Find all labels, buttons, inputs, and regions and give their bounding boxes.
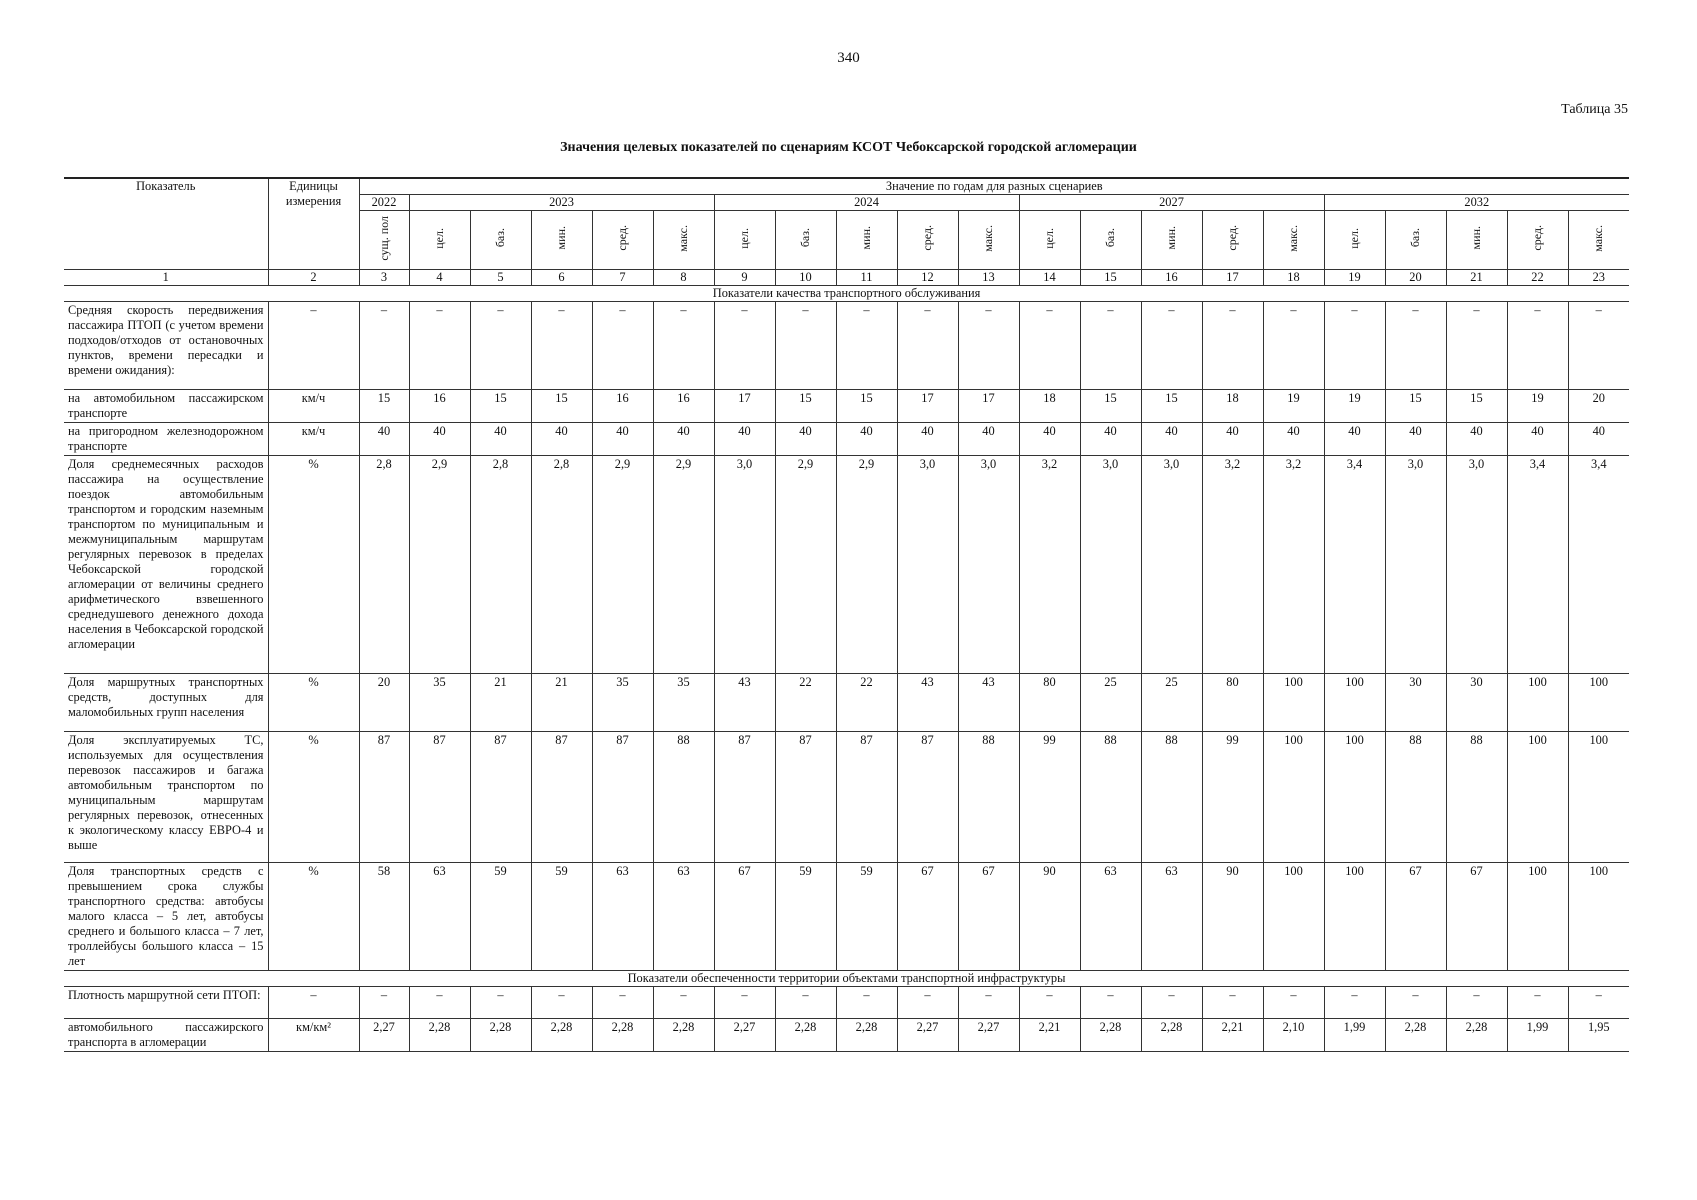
header-scenario-label: цел. [1042, 227, 1056, 249]
column-number: 3 [359, 270, 409, 286]
value-cell: 40 [775, 423, 836, 456]
header-scenario-label: сред. [615, 225, 629, 251]
header-scenario-label: баз. [1408, 228, 1422, 248]
value-cell: – [531, 302, 592, 390]
table-row [64, 423, 1629, 456]
table-row [64, 732, 1629, 863]
header-scenario-label: мин. [859, 226, 873, 250]
header-scenario [592, 211, 653, 270]
value-cell: 2,28 [1080, 1019, 1141, 1052]
value-cell: 22 [775, 674, 836, 732]
value-cell: 30 [1446, 674, 1507, 732]
value-cell: 40 [409, 423, 470, 456]
value-cell: 40 [1385, 423, 1446, 456]
value-cell: – [1568, 987, 1629, 1019]
header-scenario [409, 211, 470, 270]
header-scenario-label: сред. [920, 225, 934, 251]
value-cell: 2,9 [409, 456, 470, 674]
header-scenario-label: макс. [1591, 224, 1606, 252]
value-cell: 2,28 [409, 1019, 470, 1052]
value-cell: 2,27 [958, 1019, 1019, 1052]
value-cell: 19 [1324, 390, 1385, 423]
value-cell: 80 [1202, 674, 1263, 732]
value-cell: – [592, 302, 653, 390]
value-cell: 17 [714, 390, 775, 423]
value-cell: 35 [409, 674, 470, 732]
value-cell: 2,9 [592, 456, 653, 674]
value-cell: 2,28 [1385, 1019, 1446, 1052]
value-cell: 20 [359, 674, 409, 732]
value-cell: 2,28 [531, 1019, 592, 1052]
value-cell: 59 [531, 863, 592, 971]
value-cell: 3,4 [1324, 456, 1385, 674]
header-indicator: Показатель [64, 178, 268, 270]
value-cell: 40 [592, 423, 653, 456]
value-cell: 25 [1141, 674, 1202, 732]
value-cell: 40 [1507, 423, 1568, 456]
value-cell: – [409, 987, 470, 1019]
value-cell: 3,0 [1385, 456, 1446, 674]
value-cell: 15 [775, 390, 836, 423]
value-cell: – [409, 302, 470, 390]
value-cell: 90 [1202, 863, 1263, 971]
value-cell: 15 [531, 390, 592, 423]
value-cell: – [1324, 302, 1385, 390]
header-scenario-label: мин. [1469, 226, 1483, 250]
value-cell: 40 [714, 423, 775, 456]
value-cell: 40 [359, 423, 409, 456]
section-title: Показатели обеспеченности территории объектами транспортной инфраструктуры [64, 971, 1629, 987]
value-cell: 88 [1385, 732, 1446, 863]
value-cell: – [958, 302, 1019, 390]
value-cell: 40 [958, 423, 1019, 456]
value-cell: 17 [958, 390, 1019, 423]
header-scenario [1202, 211, 1263, 270]
column-number: 20 [1385, 270, 1446, 286]
table-row [64, 1019, 1629, 1052]
value-cell: 16 [409, 390, 470, 423]
value-cell: 40 [1568, 423, 1629, 456]
indicator-cell: автомобильного пассажирского транспорта в агломерации [64, 1019, 268, 1052]
value-cell: 40 [653, 423, 714, 456]
value-cell: – [1141, 302, 1202, 390]
value-cell: 67 [897, 863, 958, 971]
value-cell: – [1263, 302, 1324, 390]
indicator-cell: Доля эксплуатируемых ТС, используемых для осуществления перевозок пассажиров и багажа автомобильным транспортом по муниципальным маршрутам регулярных перевозок, отнесенных к экологическому классу ЕВРО-4 и выше [64, 732, 268, 863]
value-cell: 100 [1324, 674, 1385, 732]
value-cell: 100 [1507, 732, 1568, 863]
value-cell: 2,28 [836, 1019, 897, 1052]
value-cell: – [775, 987, 836, 1019]
header-scenario [775, 211, 836, 270]
value-cell: – [897, 987, 958, 1019]
value-cell: 63 [592, 863, 653, 971]
value-cell: 15 [1446, 390, 1507, 423]
header-scenario [1141, 211, 1202, 270]
value-cell: 3,2 [1263, 456, 1324, 674]
unit-cell: км/км² [268, 1019, 359, 1052]
value-cell: 18 [1202, 390, 1263, 423]
header-scenario-label: макс. [981, 224, 995, 252]
header-unit: Единицы измерения [268, 178, 359, 270]
header-scenario [897, 211, 958, 270]
column-number: 23 [1568, 270, 1629, 286]
value-cell: 3,4 [1507, 456, 1568, 674]
value-cell: 1,95 [1568, 1019, 1629, 1052]
value-cell: 40 [470, 423, 531, 456]
value-cell: – [531, 987, 592, 1019]
value-cell: 43 [897, 674, 958, 732]
value-cell: – [470, 302, 531, 390]
value-cell: 3,0 [1446, 456, 1507, 674]
value-cell: 40 [1446, 423, 1507, 456]
value-cell: 16 [653, 390, 714, 423]
table-row [64, 674, 1629, 732]
value-cell: – [1141, 987, 1202, 1019]
value-cell: 3,2 [1202, 456, 1263, 674]
header-scenario-label: сущ. пол [376, 215, 391, 261]
value-cell: 3,0 [897, 456, 958, 674]
value-cell: 100 [1568, 732, 1629, 863]
value-cell: – [897, 302, 958, 390]
value-cell: 3,0 [958, 456, 1019, 674]
value-cell: 80 [1019, 674, 1080, 732]
column-number: 11 [836, 270, 897, 286]
indicator-cell: Плотность маршрутной сети ПТОП: [68, 988, 261, 1002]
value-cell: 88 [1446, 732, 1507, 863]
value-cell: 88 [1080, 732, 1141, 863]
table-row [64, 302, 1629, 390]
value-cell: 88 [1141, 732, 1202, 863]
column-number: 15 [1080, 270, 1141, 286]
value-cell: 40 [1263, 423, 1324, 456]
value-cell: – [1080, 302, 1141, 390]
column-number: 8 [653, 270, 714, 286]
value-cell: – [1202, 987, 1263, 1019]
table-label: Таблица 35 [1561, 102, 1628, 117]
indicator-cell: Средняя скорость передвижения пассажира ПТОП (с учетом времени подходов/отходов от остановочных пунктов, времени пересадки и времени ожидания): [68, 303, 264, 377]
value-cell: – [1507, 987, 1568, 1019]
indicator-cell: на пригородном железнодорожном транспорте [64, 423, 268, 456]
column-number: 13 [958, 270, 1019, 286]
value-cell: 15 [470, 390, 531, 423]
value-cell: 59 [775, 863, 836, 971]
value-cell: 40 [531, 423, 592, 456]
header-scenario-label: макс. [1286, 224, 1300, 252]
value-cell: 88 [653, 732, 714, 863]
value-cell: 100 [1568, 863, 1629, 971]
value-cell: 2,21 [1019, 1019, 1080, 1052]
value-cell: – [1568, 302, 1629, 390]
value-cell: 2,9 [836, 456, 897, 674]
value-cell: 2,9 [775, 456, 836, 674]
value-cell: 87 [531, 732, 592, 863]
value-cell: – [1019, 987, 1080, 1019]
value-cell: 20 [1568, 390, 1629, 423]
value-cell: 40 [1019, 423, 1080, 456]
value-cell: 18 [1019, 390, 1080, 423]
value-cell: 63 [1141, 863, 1202, 971]
header-year: 2027 [1019, 195, 1324, 211]
value-cell: 15 [359, 390, 409, 423]
header-scenario [1080, 211, 1141, 270]
value-cell: – [1385, 987, 1446, 1019]
value-cell: 67 [1446, 863, 1507, 971]
indicator-cell: на автомобильном пассажирском транспорте [64, 390, 268, 423]
table-row [64, 456, 1629, 674]
unit-cell: % [268, 674, 359, 732]
value-cell: 35 [653, 674, 714, 732]
table-row [64, 390, 1629, 423]
header-scenario-label: мин. [554, 226, 568, 250]
value-cell: 3,0 [714, 456, 775, 674]
unit-cell: % [268, 732, 359, 863]
column-number: 10 [775, 270, 836, 286]
header-scenario [470, 211, 531, 270]
header-scenario [359, 211, 409, 270]
value-cell: 88 [958, 732, 1019, 863]
value-cell: 16 [592, 390, 653, 423]
table-row [64, 987, 1629, 1019]
column-number: 2 [268, 270, 359, 286]
header-scenario [714, 211, 775, 270]
value-cell: – [1263, 987, 1324, 1019]
header-scenario [958, 211, 1019, 270]
value-cell: – [1385, 302, 1446, 390]
value-cell: 1,99 [1507, 1019, 1568, 1052]
value-cell: – [470, 987, 531, 1019]
value-cell: 99 [1202, 732, 1263, 863]
column-number: 5 [470, 270, 531, 286]
column-number: 21 [1446, 270, 1507, 286]
value-cell: 3,4 [1568, 456, 1629, 674]
header-scenario [1385, 211, 1446, 270]
value-cell: – [1019, 302, 1080, 390]
table-title: Значения целевых показателей по сценариям КСОТ Чебоксарской городской агломерации [560, 140, 1137, 155]
value-cell: 59 [470, 863, 531, 971]
value-cell: – [714, 987, 775, 1019]
column-number: 7 [592, 270, 653, 286]
header-year: 2023 [409, 195, 714, 211]
value-cell: 40 [836, 423, 897, 456]
value-cell: 3,0 [1141, 456, 1202, 674]
value-cell: 87 [836, 732, 897, 863]
value-cell: 40 [1080, 423, 1141, 456]
indicators-table [64, 177, 1629, 1052]
column-number: 6 [531, 270, 592, 286]
value-cell: 2,28 [775, 1019, 836, 1052]
unit-cell: % [268, 456, 359, 674]
column-number: 22 [1507, 270, 1568, 286]
value-cell: 2,28 [1141, 1019, 1202, 1052]
value-cell: – [836, 987, 897, 1019]
header-scenario-label: баз. [493, 228, 507, 248]
value-cell: 87 [592, 732, 653, 863]
value-cell: 100 [1324, 732, 1385, 863]
value-cell: 19 [1507, 390, 1568, 423]
header-scenario-label: сред. [1530, 225, 1544, 251]
header-scenario-label: баз. [1103, 228, 1117, 248]
value-cell: – [653, 302, 714, 390]
column-number: 4 [409, 270, 470, 286]
value-cell: – [836, 302, 897, 390]
value-cell: 35 [592, 674, 653, 732]
value-cell: 100 [1507, 674, 1568, 732]
value-cell: 100 [1263, 732, 1324, 863]
value-cell: 100 [1263, 674, 1324, 732]
value-cell: 67 [958, 863, 1019, 971]
value-cell: 15 [1141, 390, 1202, 423]
unit-cell: км/ч [268, 423, 359, 456]
header-scenario [1507, 211, 1568, 270]
value-cell: 87 [775, 732, 836, 863]
header-scenario-label: цел. [737, 227, 751, 249]
value-cell: 67 [714, 863, 775, 971]
value-cell: 21 [470, 674, 531, 732]
value-cell: 22 [836, 674, 897, 732]
value-cell: 87 [409, 732, 470, 863]
value-cell: 2,27 [359, 1019, 409, 1052]
header-scenario [1568, 211, 1629, 270]
header-scenario-label: макс. [676, 224, 690, 252]
value-cell: 21 [531, 674, 592, 732]
value-cell: 40 [1141, 423, 1202, 456]
value-cell: – [1507, 302, 1568, 390]
value-cell: 87 [897, 732, 958, 863]
value-cell: 63 [409, 863, 470, 971]
header-scenario [1263, 211, 1324, 270]
value-cell: 63 [1080, 863, 1141, 971]
value-cell: 99 [1019, 732, 1080, 863]
header-scenario-label: сред. [1225, 225, 1239, 251]
value-cell: 2,8 [470, 456, 531, 674]
column-number: 19 [1324, 270, 1385, 286]
value-cell: 59 [836, 863, 897, 971]
value-cell: 30 [1385, 674, 1446, 732]
value-cell: – [775, 302, 836, 390]
value-cell: – [359, 987, 409, 1019]
value-cell: 2,27 [897, 1019, 958, 1052]
value-cell: – [1080, 987, 1141, 1019]
value-cell: 15 [1385, 390, 1446, 423]
value-cell: 87 [470, 732, 531, 863]
value-cell: 43 [714, 674, 775, 732]
value-cell: – [359, 302, 409, 390]
value-cell: – [1324, 987, 1385, 1019]
value-cell: – [653, 987, 714, 1019]
indicator-cell: Доля транспортных средств с превышением срока службы транспортного средства: автобусы малого класса – 5 лет, автобусы среднего и большого класса – 7 лет, троллейбусы большого класса – 15 лет [64, 863, 268, 971]
header-year: 2032 [1324, 195, 1629, 211]
column-number: 1 [64, 270, 268, 286]
value-cell: 1,99 [1324, 1019, 1385, 1052]
value-cell: 15 [836, 390, 897, 423]
value-cell: 100 [1507, 863, 1568, 971]
value-cell: 40 [1324, 423, 1385, 456]
column-number: 16 [1141, 270, 1202, 286]
value-cell: – [592, 987, 653, 1019]
unit-cell: – [268, 987, 359, 1019]
value-cell: 43 [958, 674, 1019, 732]
value-cell: 87 [714, 732, 775, 863]
value-cell: – [1446, 302, 1507, 390]
value-cell: 2,28 [1446, 1019, 1507, 1052]
value-cell: 25 [1080, 674, 1141, 732]
value-cell: 3,0 [1080, 456, 1141, 674]
header-scenario [1446, 211, 1507, 270]
value-cell: 2,28 [592, 1019, 653, 1052]
unit-cell: км/ч [268, 390, 359, 423]
value-cell: – [1202, 302, 1263, 390]
value-cell: 67 [1385, 863, 1446, 971]
page-number: 340 [837, 50, 860, 66]
header-scenario-label: цел. [432, 227, 446, 249]
value-cell: 100 [1568, 674, 1629, 732]
value-cell: 19 [1263, 390, 1324, 423]
indicator-cell: Доля среднемесячных расходов пассажира на осуществление поездок автомобильным транспортом и городским наземным транспортом по муниципальным и межмуниципальным маршрутам регулярных перевозок в пределах Чебоксарской городской агломерации от величины среднего арифметического взвешенного среднедушевого денежного дохода населения в Чебоксарской городской агломерации [64, 456, 268, 674]
section-title: Показатели качества транспортного обслуживания [64, 286, 1629, 302]
header-year: 2022 [359, 195, 409, 211]
value-cell: 2,9 [653, 456, 714, 674]
value-cell: 100 [1324, 863, 1385, 971]
value-cell: 15 [1080, 390, 1141, 423]
column-number: 9 [714, 270, 775, 286]
header-year: 2024 [714, 195, 1019, 211]
column-number: 17 [1202, 270, 1263, 286]
value-cell: 3,2 [1019, 456, 1080, 674]
value-cell: 2,21 [1202, 1019, 1263, 1052]
header-scenario [1324, 211, 1385, 270]
value-cell: 2,28 [470, 1019, 531, 1052]
column-number: 14 [1019, 270, 1080, 286]
value-cell: 40 [897, 423, 958, 456]
unit-cell: % [268, 863, 359, 971]
value-cell: 2,8 [531, 456, 592, 674]
value-cell: 63 [653, 863, 714, 971]
header-scenario-label: цел. [1347, 227, 1361, 249]
table-row [64, 863, 1629, 971]
value-cell: 40 [1202, 423, 1263, 456]
column-number: 18 [1263, 270, 1324, 286]
value-cell: 90 [1019, 863, 1080, 971]
header-scenario [1019, 211, 1080, 270]
header-values-group: Значение по годам для разных сценариев [359, 178, 1629, 195]
value-cell: 2,28 [653, 1019, 714, 1052]
value-cell: 58 [359, 863, 409, 971]
header-scenario [653, 211, 714, 270]
value-cell: – [1446, 987, 1507, 1019]
value-cell: 87 [359, 732, 409, 863]
column-number: 12 [897, 270, 958, 286]
value-cell: 17 [897, 390, 958, 423]
header-scenario [836, 211, 897, 270]
value-cell: – [958, 987, 1019, 1019]
header-scenario-label: баз. [798, 228, 812, 248]
value-cell: 2,10 [1263, 1019, 1324, 1052]
value-cell: 2,27 [714, 1019, 775, 1052]
indicator-cell: Доля маршрутных транспортных средств, доступных для маломобильных групп населения [64, 674, 268, 732]
unit-cell: – [268, 302, 359, 390]
value-cell: 2,8 [359, 456, 409, 674]
value-cell: 100 [1263, 863, 1324, 971]
header-scenario-label: мин. [1164, 226, 1178, 250]
value-cell: – [714, 302, 775, 390]
header-scenario [531, 211, 592, 270]
